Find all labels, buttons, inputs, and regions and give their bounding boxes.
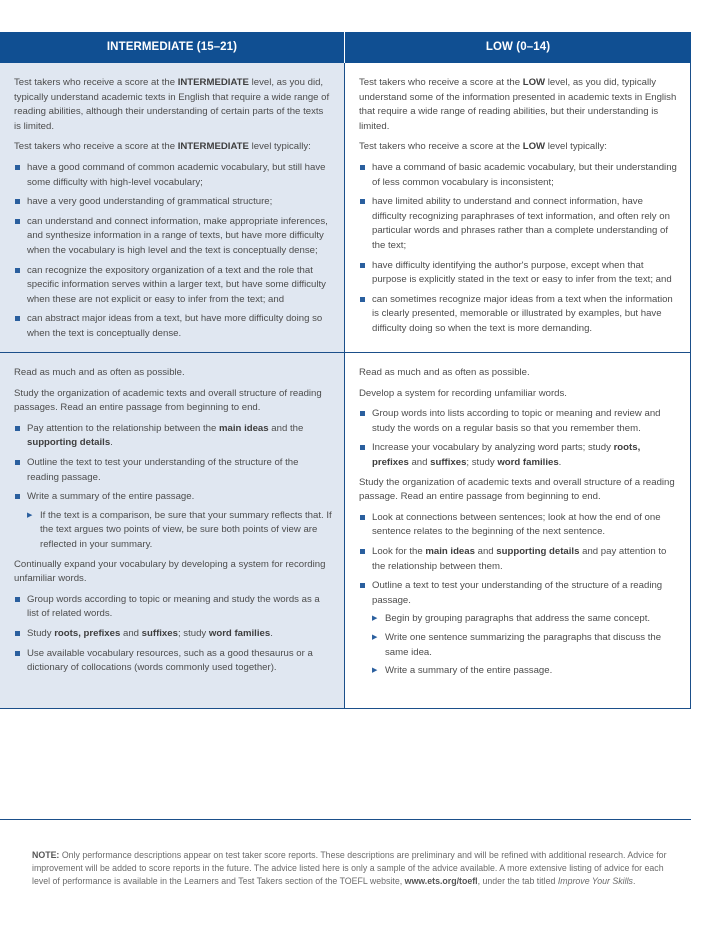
intermediate-advice — [0, 353, 345, 709]
footer-divider — [0, 819, 691, 820]
list-item: have limited ability to understand and connect information, have difficulty recognizing paraphrases of text information, and often rely on particular words and phrases rather than a complete understanding of the text; — [359, 195, 678, 253]
low-advice — [345, 353, 691, 709]
list-item: can understand and connect information, make appropriate inferences, and synthesize information in a range of texts, but have more difficulty when the vocabulary is high level and the text is conceptually dense; — [14, 215, 332, 259]
low-header: LOW (0–14) — [345, 32, 691, 63]
list-item: have a command of basic academic vocabulary, but their understanding of less common vocabulary is inconsistent; — [359, 161, 678, 190]
list-item: Write a summary of the entire passage. ▶ If the text is a comparison, be sure that your summary reflects that. If the text argues two points of view, be sure both points of view are reflected in your summary. — [14, 490, 332, 552]
sub-list-item: ▶ Write one sentence summarizing the paragraphs that discuss the same idea. — [372, 631, 678, 660]
list-item: can recognize the expository organization of a text and the role that specific information serves within a larger text, but have some difficulty when these are not explicit or easy to infer from the text; and — [14, 264, 332, 308]
intermediate-lead: Test takers who receive a score at the INTERMEDIATE level typically: — [14, 141, 311, 153]
list-item: Pay attention to the relationship between the main ideas and the supporting details. — [14, 422, 332, 451]
toefl-website-link[interactable]: www.ets.org/toefl — [404, 876, 478, 887]
intermediate-header: INTERMEDIATE (15–21) — [0, 32, 345, 63]
list-item: Group words into lists according to topic or meaning and review and study the words on a regular basis so that you remember them. — [359, 407, 678, 436]
low-advice-list-2 — [359, 511, 678, 679]
sub-list-item: ▶ If the text is a comparison, be sure that your summary reflects that. If the text argues two points of view, be sure both points of view are reflected in your summary. — [27, 509, 332, 553]
intermediate-description-list — [14, 161, 332, 342]
low-lead: Test takers who receive a score at the LOW level typically: — [359, 141, 607, 153]
list-item: have a very good understanding of grammatical structure; — [14, 195, 332, 210]
advice-paragraph: Study the organization of academic texts and overall structure of reading passages. Read an entire passage from beginning to end. — [14, 387, 322, 414]
advice-paragraph: Study the organization of academic texts and overall structure of a reading passage. Read an entire passage from beginning to end. — [359, 476, 675, 503]
low-description — [345, 63, 691, 353]
list-item: Look for the main ideas and supporting details and pay attention to the relationship between them. — [359, 545, 678, 574]
note-label: NOTE: — [32, 850, 60, 860]
sub-list — [372, 612, 678, 678]
low-intro: Test takers who receive a score at the LOW level, as you did, typically understand some of the information presented in academic texts in English that require a wide range of reading abilities, but their understanding is limited. — [359, 77, 677, 132]
intermediate-intro: Test takers who receive a score at the INTERMEDIATE level, as you did, typically understand academic texts in English that require a wide range of reading abilities, although their understanding of certain parts of the texts is limited. — [14, 77, 330, 132]
intermediate-advice-list-2 — [14, 593, 332, 676]
list-item: Study roots, prefixes and suffixes; study word families. — [14, 627, 332, 642]
score-level-table — [0, 32, 691, 709]
sub-list-item: ▶ Write a summary of the entire passage. — [372, 664, 678, 679]
advice-paragraph: Read as much and as often as possible. — [359, 367, 530, 378]
list-item: Outline a text to test your understanding of the structure of a reading passage. ▶ Begin by grouping paragraphs that address the same concept. ▶ Write one sentence summarizing the paragraphs that discuss the same idea. ▶ Write a summary of the entire passage. — [359, 579, 678, 679]
list-item: Look at connections between sentences; look at how the end of one sentence relates to the beginning of the next sentence. — [359, 511, 678, 540]
advice-paragraph: Read as much and as often as possible. — [14, 367, 185, 378]
list-item: have a good command of common academic vocabulary, but still have some difficulty with high-level vocabulary; — [14, 161, 332, 190]
intermediate-advice-list-1 — [14, 422, 332, 553]
list-item: can abstract major ideas from a text, but have more difficulty doing so when the text is conceptually dense. — [14, 312, 332, 341]
list-item: Increase your vocabulary by analyzing word parts; study roots, prefixes and suffixes; study word families. — [359, 441, 678, 470]
list-item: Outline the text to test your understanding of the structure of the reading passage. — [14, 456, 332, 485]
low-advice-list-1 — [359, 407, 678, 470]
advice-paragraph: Continually expand your vocabulary by developing a system for recording unfamiliar words. — [14, 558, 326, 585]
intermediate-description — [0, 63, 345, 353]
sub-list — [27, 509, 332, 553]
list-item: Use available vocabulary resources, such as a good thesaurus or a dictionary of collocations (words commonly used together). — [14, 647, 332, 676]
list-item: Group words according to topic or meaning and study the words as a list of related words. — [14, 593, 332, 622]
list-item: can sometimes recognize major ideas from a text when the information is clearly presented, memorable or illustrated by examples, but have difficulty doing so when the text is more demanding. — [359, 293, 678, 337]
sub-list-item: ▶ Begin by grouping paragraphs that address the same concept. — [372, 612, 678, 627]
advice-paragraph: Develop a system for recording unfamiliar words. — [359, 387, 567, 399]
low-description-list — [359, 161, 678, 337]
footnote: NOTE: Only performance descriptions appear on test taker score reports. These descriptions are preliminary and will be refined with additional research. Advice for improvement will be added to score reports in the future. The advice listed here is only a sample of the advice available. A more extensive listing of advice for each level of performance is available in the Learners and Test Takers section of the TOEFL website, www.ets.org/toefl, under the tab titled Improve Your Skills. — [32, 850, 667, 887]
tab-title: Improve Your Skills — [557, 876, 633, 887]
list-item: have difficulty identifying the author's purpose, except when that purpose is explicitly stated in the text or easy to infer from the text; and — [359, 259, 678, 288]
